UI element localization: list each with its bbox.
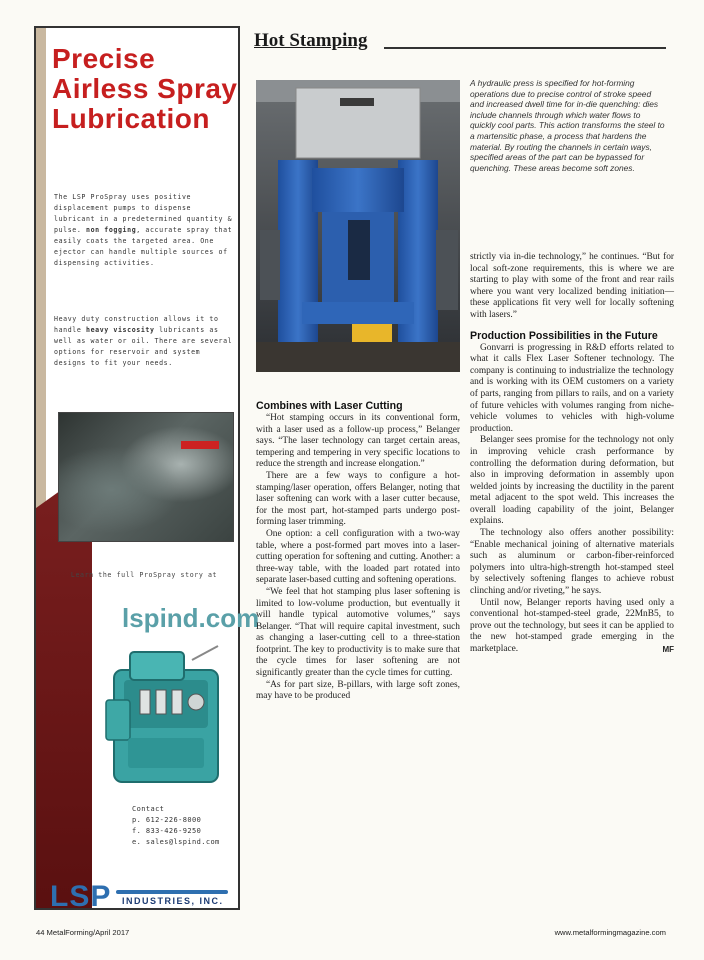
paragraph: strictly via in-die technology,” he continues. “But for local soft-zone requirements, this is where we are starting to play with some of the front and rear rails where you want very localized bending initiation—these applications fit very well for locally softening with lasers.” bbox=[470, 252, 674, 320]
ad-headline bbox=[52, 44, 242, 134]
hydraulic-press-photo bbox=[256, 80, 460, 372]
logo-subtitle: INDUSTRIES, INC. bbox=[122, 896, 224, 906]
press-illustration bbox=[256, 80, 460, 372]
ad-product-photo bbox=[58, 412, 234, 542]
ad-paragraph-2 bbox=[54, 314, 234, 369]
photo-caption: A hydraulic press is specified for hot-forming operations due to precise control of stroke speed and increased dwell time for in-die quenching: dies include channels through which water flows to quickly cool parts. This action transforms the steel to a martensitic phase, a process that hardens the material. By routing the channels in certain ways, specified areas of the part can be bypassed for quenching. These areas become soft zones. bbox=[470, 78, 665, 173]
ad-emphasis: non fogging bbox=[86, 226, 137, 234]
ad-text: The LSP ProSpray uses positive displacement pumps to dispense lubricant in a predetermined quantity & pulse. bbox=[54, 193, 233, 234]
lsp-logo bbox=[50, 880, 230, 914]
paragraph-text: Until now, Belanger reports having used only a conventional hot-stamped-steel grade, 22MnB5, to prove out the technology, but sees it can be applied to the new hot-stamped grade emerging in the marketplace. bbox=[470, 597, 674, 654]
section-title-rule bbox=[384, 47, 666, 49]
footer-page-info: 44 MetalForming/April 2017 bbox=[36, 928, 130, 937]
paragraph: “As for part size, B-pillars, with large soft zones, may have to be produced bbox=[256, 679, 460, 702]
ad-contact-block bbox=[132, 804, 242, 848]
logo-mark: LSP bbox=[50, 880, 112, 913]
paragraph: Gonvarri is progressing in R&D efforts related to what it calls Flex Laser Softener technology. The company is continuing to industrialize the technology and is working with its OEM customers on a variety of parts, ranging from pillars to rails, and on a variety of future vehicles with volumes ranging from niche-vehicle volumes to vehicles with high-volume production. bbox=[470, 342, 674, 434]
section-title: Hot Stamping bbox=[254, 30, 368, 51]
ad-emphasis: heavy viscosity bbox=[86, 326, 155, 334]
footer-website[interactable]: www.metalformingmagazine.com bbox=[554, 928, 666, 937]
ad-headline-line: Precise bbox=[52, 43, 156, 74]
subheading-laser-cutting: Combines with Laser Cutting bbox=[256, 400, 403, 412]
paragraph bbox=[470, 598, 674, 656]
paragraph: Belanger sees promise for the technology not only in improving vehicle crash performance by controlling the deformation during deformation, but also in improving deformation in assembly upon welded joints by increasing the ductility in the parent metal adjacent to the spot weld. This increases the overall loading capability of the joint, Belanger explains. bbox=[470, 435, 674, 527]
ad-contact-fax: f. 833-426-9250 bbox=[132, 827, 202, 835]
ad-text: Heavy duty construction allows it to handle bbox=[54, 315, 219, 334]
ad-text: , accurate spray that easily coats the targeted area. One ejector can handle multiple sources of dispensing activities. bbox=[54, 226, 233, 267]
ad-photo-red-tag bbox=[181, 441, 219, 449]
ad-spray-unit-illustration bbox=[100, 640, 236, 796]
ad-contact-phone[interactable]: p. 612-226-8000 bbox=[132, 816, 202, 824]
paragraph: One option: a cell configuration with a two-way table, where a post-formed part moves into a laser-cutting operation for softening and cutting. Another: a three-way table, with the loaded part rotated into separate laser-based cutting and softening operations. bbox=[256, 528, 460, 586]
paragraph: “We feel that hot stamping plus laser softening is limited to low-volume production, but eventually it will handle typical automotive volumes,” says Belanger. “That will require capital investment, such as changing a laser-cutting cell to a three-station footprint. The key to productivity is to make sure that the cycle times for laser softening are not significantly greater than the cycle times for cutting. bbox=[256, 586, 460, 679]
subheading-production-possibilities: Production Possibilities in the Future bbox=[470, 329, 658, 342]
ad-headline-line: Airless Spray bbox=[52, 73, 238, 104]
article-column-2 bbox=[470, 252, 674, 656]
article-column-1 bbox=[256, 400, 460, 703]
paragraph: The technology also offers another possibility: “Enable mechanical joining of alternative materials such as aluminum or carbon-fiber-reinforced polymers into ultra-high-strength hot-stamped steel by selectively softening flanges to achieve robust clinching and/or riveting,” he says. bbox=[470, 528, 674, 597]
paragraph: “Hot stamping occurs in its conventional form, with a laser used as a follow-up process,” Belanger says. “The laser technology can target certain areas, tempering and tempering in very specific locations to reduce the strength and increase elongation.” bbox=[256, 413, 460, 470]
end-mark: MF bbox=[662, 645, 674, 654]
logo-swoosh bbox=[116, 890, 228, 894]
ad-contact-email[interactable]: e. sales@lspind.com bbox=[132, 838, 220, 846]
ad-website-link[interactable]: lspind.com bbox=[122, 603, 260, 633]
ad-contact-label: Contact bbox=[132, 805, 165, 813]
paragraph: There are a few ways to configure a hot-stamping/laser operation, offers Belanger, noting that laser softening can work with a laser cutter because, for the most part, hot-stamped parts undergo post-forming laser trimming. bbox=[256, 470, 460, 528]
ad-learn-more: Learn the full ProSpray story at bbox=[70, 571, 218, 579]
ad-paragraph-1 bbox=[54, 192, 234, 269]
advertisement bbox=[34, 26, 260, 913]
ad-text: lubricants as well as water or oil. There are several options for reservoir and system designs to fit your needs. bbox=[54, 326, 233, 367]
ad-headline-line: Lubrication bbox=[52, 103, 210, 134]
